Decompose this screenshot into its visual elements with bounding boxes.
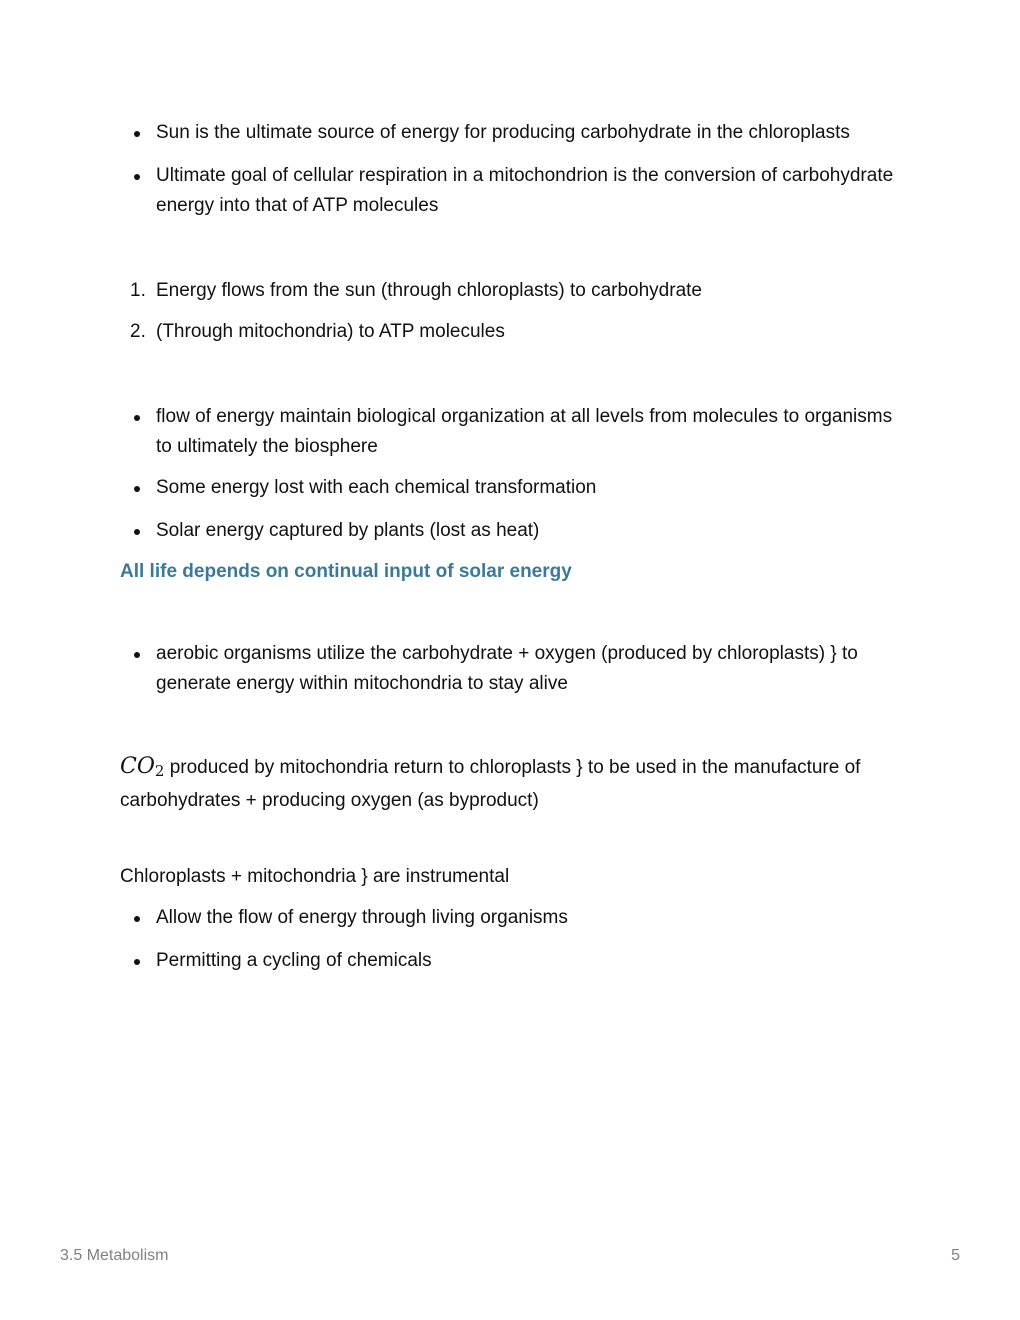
list-item: Some energy lost with each chemical transformation <box>120 473 900 503</box>
co2-paragraph <box>120 752 900 816</box>
list-item <box>120 317 900 347</box>
list-item-text: (Through mitochondria) to ATP molecules <box>156 321 505 342</box>
page-footer <box>60 1246 960 1266</box>
co2-formula-subscript: 2 <box>154 762 165 780</box>
list-item: flow of energy maintain biological organization at all levels from molecules to organisms to ultimately the biosphere <box>120 402 900 462</box>
bullet-list-energy-source <box>120 118 900 221</box>
list-item: Ultimate goal of cellular respiration in a mitochondrion is the conversion of carbohydrate energy into that of ATP molecules <box>120 161 900 221</box>
list-item: Permitting a cycling of chemicals <box>120 946 900 976</box>
instrumental-intro: Chloroplasts + mitochondria } are instrumental <box>120 866 510 887</box>
list-item: aerobic organisms utilize the carbohydrate + oxygen (produced by chloroplasts) } to generate energy within mitochondria to stay alive <box>120 639 900 699</box>
bullet-list-instrumental <box>120 903 900 976</box>
footer-title: 3.5 Metabolism <box>60 1247 169 1264</box>
list-item: Solar energy captured by plants (lost as heat) <box>120 516 900 546</box>
co2-paragraph-text: produced by mitochondria return to chloroplasts } to be used in the manufacture of carbohydrates + producing oxygen (as byproduct) <box>120 757 861 811</box>
page-number: 5 <box>951 1247 960 1264</box>
list-number: 1. <box>130 280 146 301</box>
list-number: 2. <box>130 321 146 342</box>
list-item <box>120 276 900 306</box>
callout-heading: All life depends on continual input of solar energy <box>120 561 572 582</box>
bullet-list-aerobic <box>120 639 900 699</box>
numbered-list-energy-flow <box>120 276 900 347</box>
co2-formula-base: CO <box>120 754 155 779</box>
list-item-text: Energy flows from the sun (through chloroplasts) to carbohydrate <box>156 280 702 301</box>
list-item: Sun is the ultimate source of energy for producing carbohydrate in the chloroplasts <box>120 118 900 148</box>
bullet-list-energy-flow <box>120 402 900 546</box>
list-item: Allow the flow of energy through living organisms <box>120 903 900 933</box>
co2-formula <box>120 754 164 779</box>
